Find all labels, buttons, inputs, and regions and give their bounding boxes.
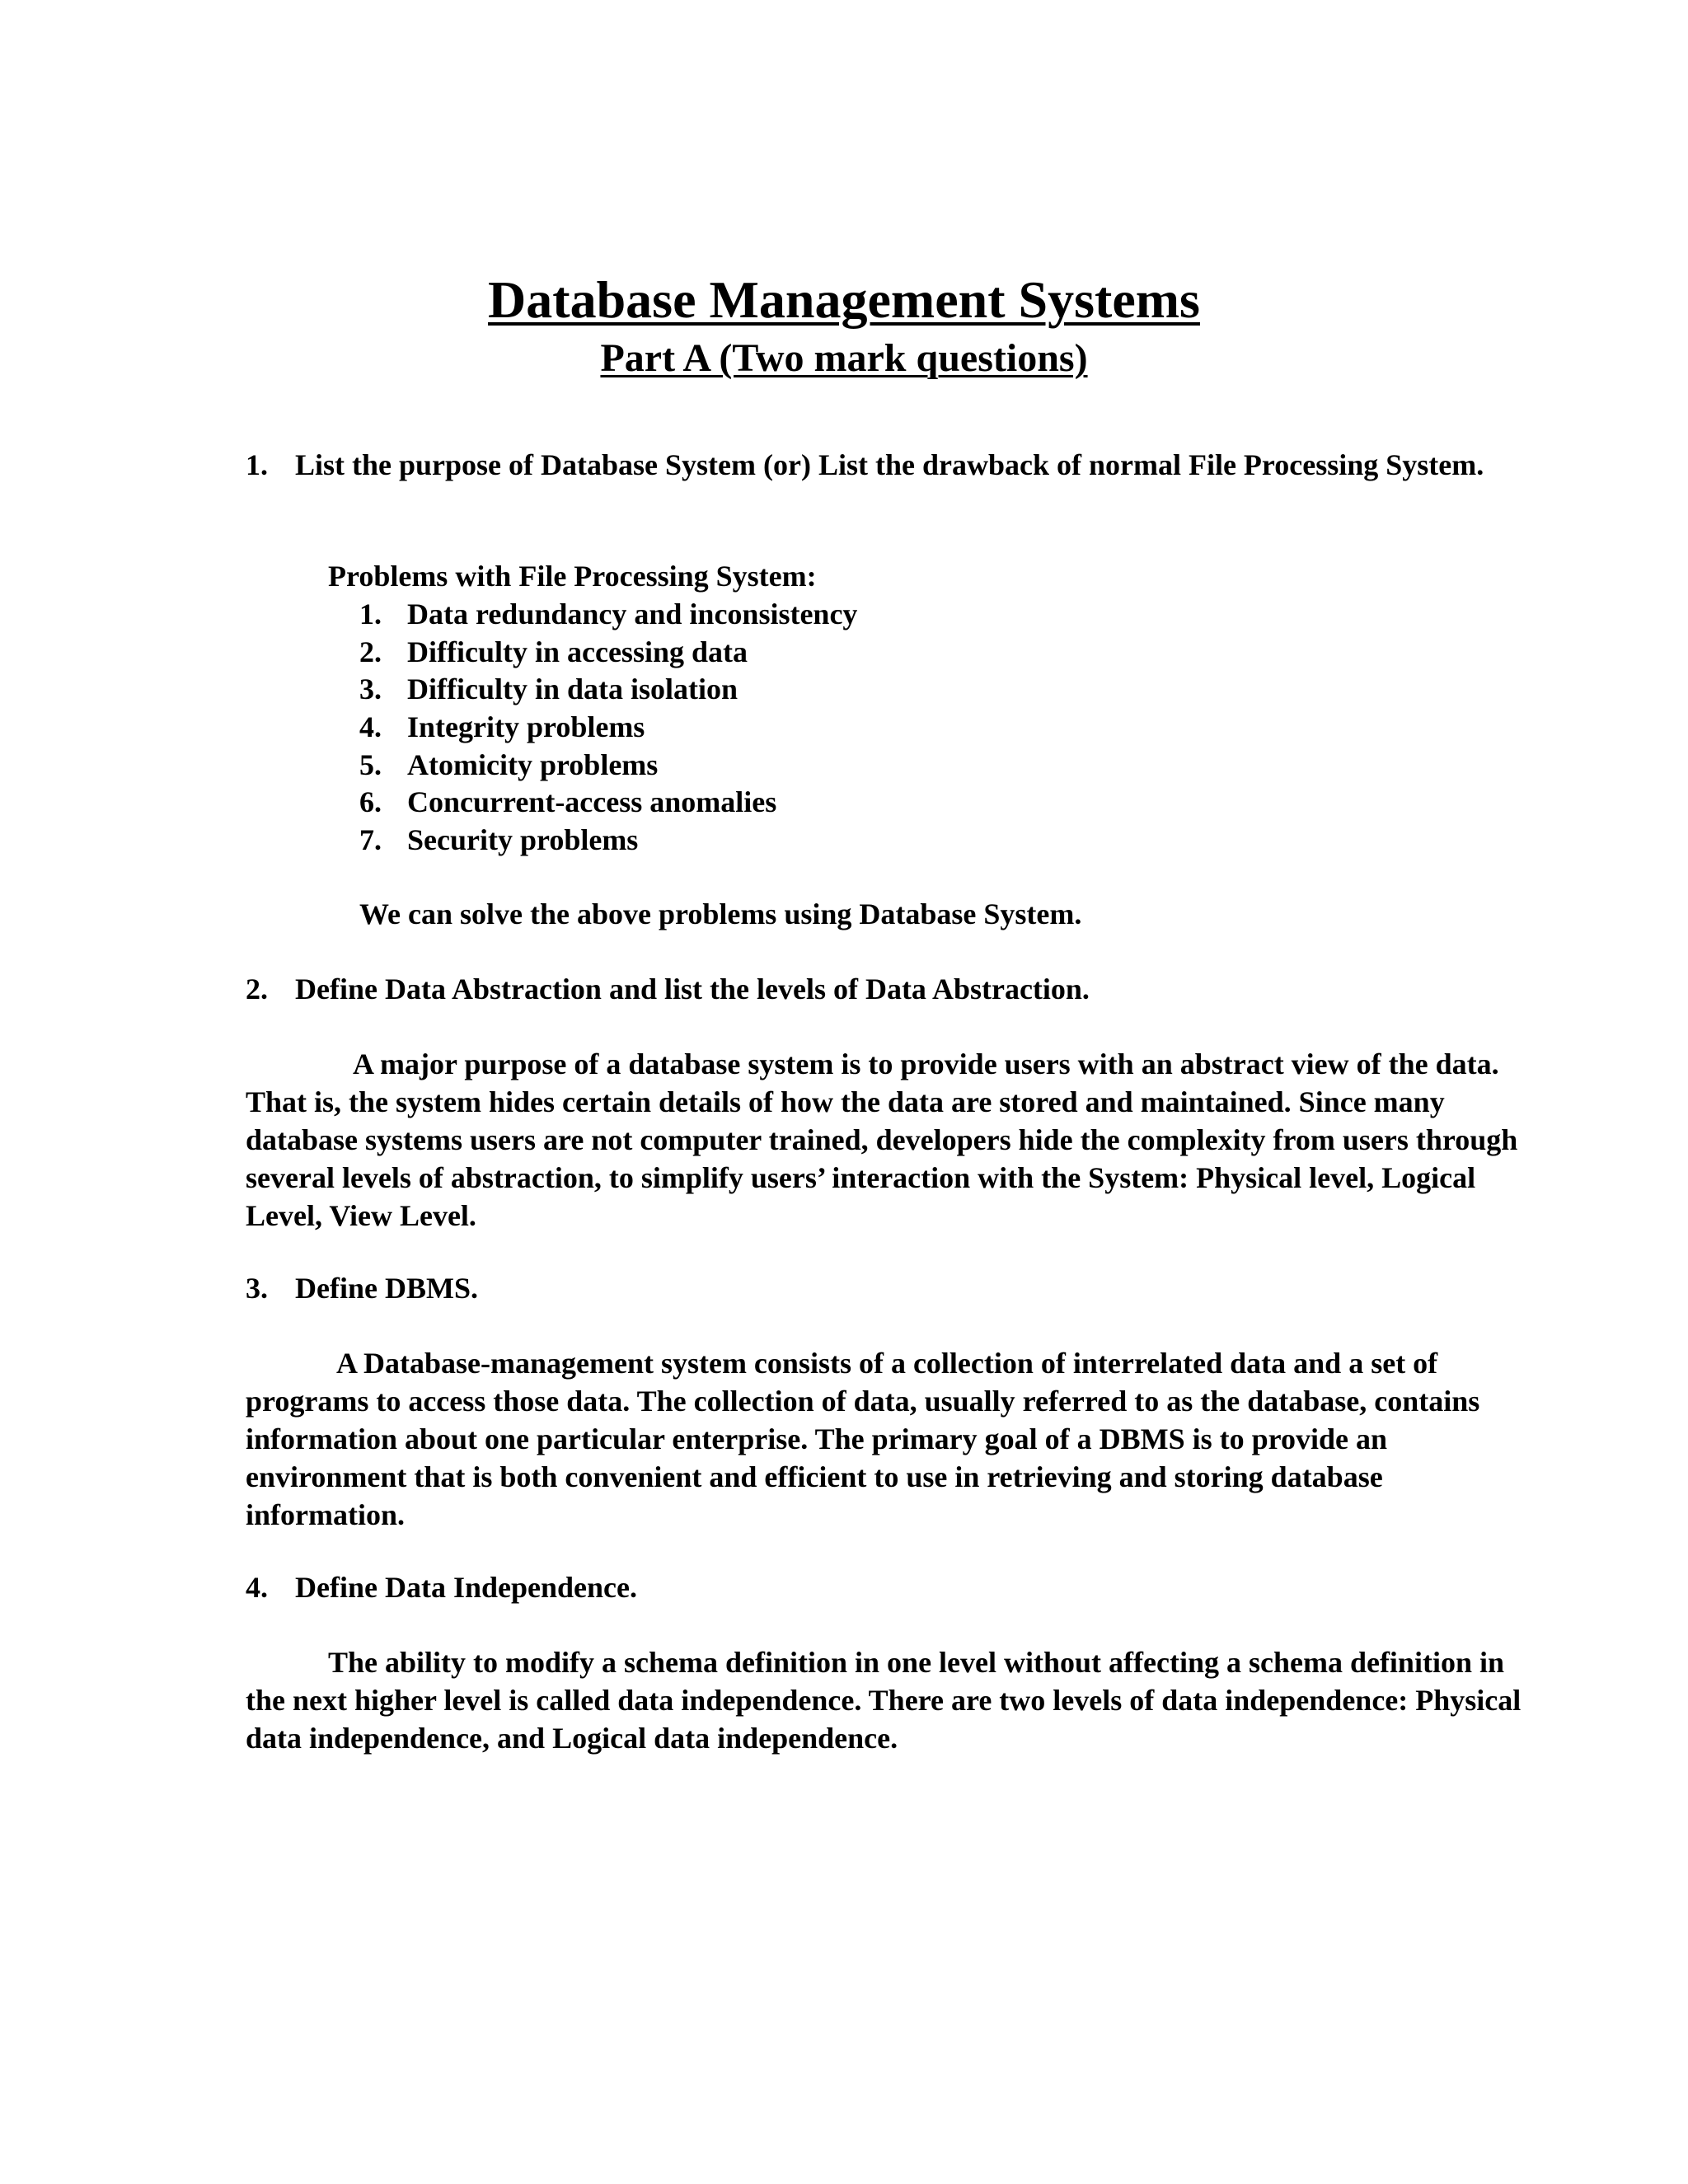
question-3 bbox=[246, 1269, 1531, 1307]
problems-heading: Problems with File Processing System: bbox=[328, 560, 817, 593]
conclusion-text: We can solve the above problems using Database System. bbox=[359, 898, 1082, 930]
question-text: Define Data Abstraction and list the levels of Data Abstraction. bbox=[295, 972, 1090, 1005]
list-item: 1. Data redundancy and inconsistency bbox=[359, 598, 858, 630]
question-4 bbox=[246, 1568, 1531, 1606]
question-number: 3. bbox=[246, 1272, 268, 1305]
list-item: 7. Security problems bbox=[359, 823, 639, 857]
list-item: 3. Difficulty in data isolation bbox=[359, 673, 738, 706]
question-1 bbox=[246, 446, 1531, 484]
question-text: List the purpose of Database System (or) List the drawback of normal File Processing System. bbox=[295, 448, 1484, 481]
document-subtitle: Part A (Two mark questions) bbox=[600, 336, 1088, 380]
list-item: 5. Atomicity problems bbox=[359, 748, 659, 781]
list-item: 4. Integrity problems bbox=[359, 710, 645, 744]
list-item: 6. Concurrent-access anomalies bbox=[359, 785, 777, 819]
question-text: Define Data Independence. bbox=[295, 1571, 637, 1604]
document-title: Database Management Systems bbox=[488, 270, 1200, 329]
answer-4: The ability to modify a schema definition in one level without affecting a schema definition in the next higher level is called data independence. There are two levels of data independence: Physical data independence, and Logical data independence. bbox=[246, 1646, 1522, 1755]
question-number: 2. bbox=[246, 972, 268, 1005]
problems-list bbox=[359, 595, 857, 859]
answer-3: A Database-management system consists of a collection of interrelated data and a set of programs to access those data. The collection of data, usually referred to as the database, contains information about one particular enterprise. The primary goal of a DBMS is to provide an environment that is both convenient and efficient to use in retrieving and storing database information. bbox=[246, 1347, 1480, 1531]
question-2 bbox=[246, 970, 1531, 1008]
question-number: 1. bbox=[246, 448, 268, 481]
question-number: 4. bbox=[246, 1571, 268, 1604]
list-item: 2. Difficulty in accessing data bbox=[359, 635, 748, 668]
answer-2: A major purpose of a database system is to provide users with an abstract view of the data. That is, the system hides certain details of how the data are stored and maintained. Since many database systems users are not computer trained, developers hide the complexity from users through several levels of abstraction, to simplify users’ interaction with the System: Physical level, Logical Level, View Level. bbox=[246, 1047, 1518, 1232]
question-text: Define DBMS. bbox=[295, 1272, 478, 1305]
